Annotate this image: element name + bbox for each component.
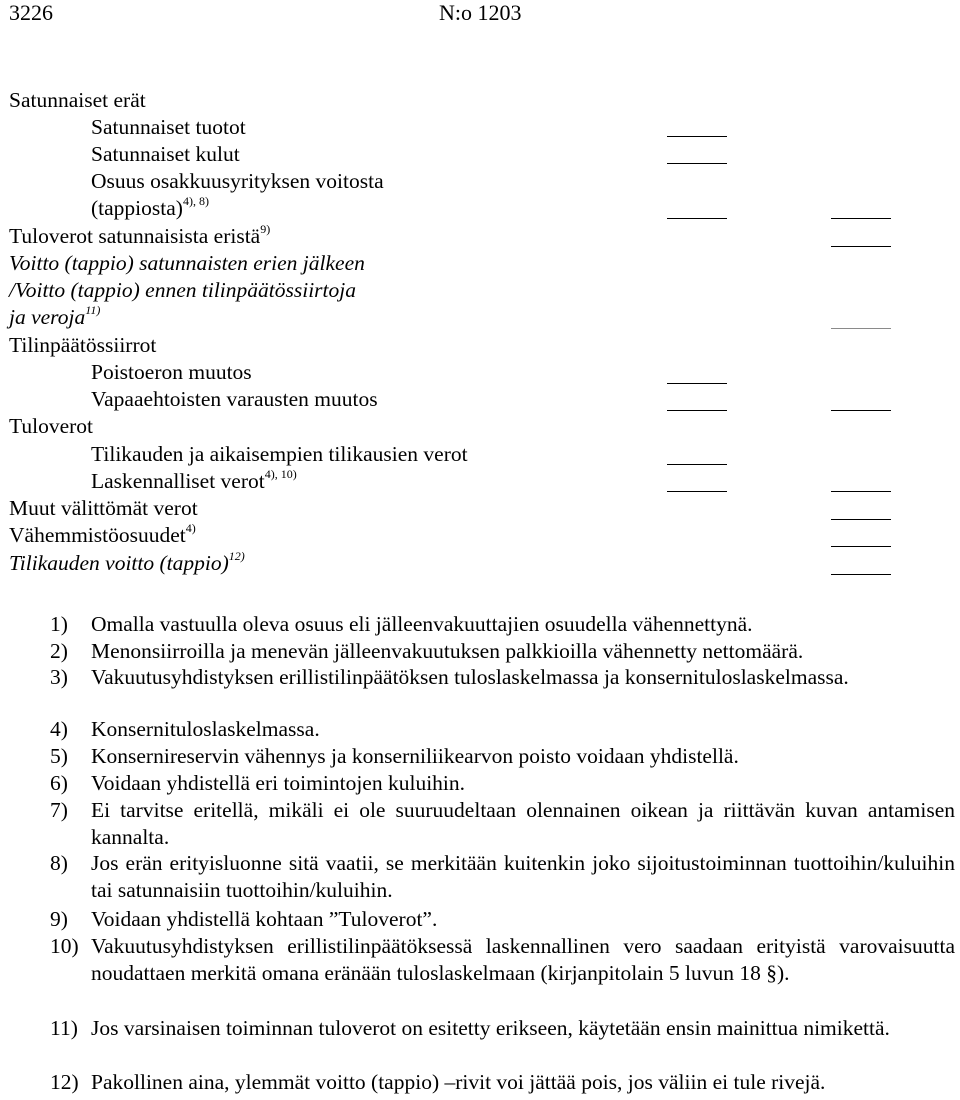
footnote — [50, 716, 955, 743]
line-satunnaiset-kulut: Satunnaiset kulut — [91, 142, 240, 166]
page-number: 3226 — [9, 0, 53, 25]
footnote-text: Voidaan yhdistellä kohtaan ”Tuloverot”. — [91, 907, 438, 931]
footnote — [50, 664, 955, 691]
line-ja-veroja-text: ja veroja — [9, 305, 86, 329]
footnote-number: 3) — [50, 665, 68, 689]
line-tappiosta-text: (tappiosta) — [91, 196, 183, 220]
footnote-text: Vakuutusyhdistyksen erillistilinpäätöksen tuloslaskelmassa ja konsernituloslaskelmassa. — [91, 665, 849, 689]
footnote-text: Menonsiirroilla ja menevän jälleenvakuutuksen palkkioilla vähennetty nettomäärä. — [91, 639, 804, 663]
line-tuloverot-satunnaisista — [9, 223, 270, 249]
line-voitto-satunnaisten-jalkeen: Voitto (tappio) satunnaisten erien jälkeen — [9, 251, 365, 275]
footnote-number: 2) — [50, 639, 68, 663]
footnote-ref: 11) — [85, 302, 101, 317]
footnote — [50, 906, 955, 933]
footnote-text: Voidaan yhdistellä eri toimintojen kuluihin. — [91, 771, 466, 795]
footnote-text: Omalla vastuulla oleva osuus eli jälleenvakuuttajien osuudella vähennettynä. — [91, 612, 753, 636]
line-muut-valittomat-verot: Muut välittömät verot — [9, 496, 198, 520]
footnote-number: 1) — [50, 612, 68, 636]
footnote — [50, 933, 955, 986]
footnote-number: 7) — [50, 798, 68, 822]
line-vapaaehtoisten-varausten: Vapaaehtoisten varausten muutos — [91, 387, 378, 411]
footnote-text: Vakuutusyhdistyksen erillistilinpäätöksessä laskennallinen vero saadaan erityistä varovaisuutta noudattaen merkitä omana eränään tuloslaskelmaan (kirjanpitolain 5 luvun 18 §). — [91, 934, 955, 985]
line-tilinpaatossiirrot: Tilinpäätössiirrot — [9, 333, 157, 357]
amount-rule — [831, 546, 891, 547]
amount-rule — [831, 218, 891, 219]
amount-rule — [667, 136, 727, 137]
footnote-number: 10) — [50, 934, 79, 958]
line-tilikauden-voitto — [9, 550, 245, 576]
amount-rule — [667, 383, 727, 384]
footnote-text: Jos varsinaisen toiminnan tuloverot on esitetty erikseen, käytetään ensin mainittua nimikettä. — [91, 1016, 890, 1040]
amount-rule — [831, 491, 891, 492]
line-laskennalliset-verot-text: Laskennalliset verot — [91, 469, 265, 493]
line-satunnaiset-tuotot: Satunnaiset tuotot — [91, 115, 246, 139]
amount-rule — [831, 328, 891, 329]
footnote-text: Konsernituloslaskelmassa. — [91, 717, 320, 741]
line-tilikauden-verot: Tilikauden ja aikaisempien tilikausien verot — [91, 442, 468, 466]
amount-rule — [831, 410, 891, 411]
amount-rule — [831, 519, 891, 520]
footnote-ref: 12) — [228, 548, 245, 563]
footnote-text: Jos erän erityisluonne sitä vaatii, se merkitään kuitenkin joko sijoitustoiminnan tuottoihin/kuluihin tai satunnaisiin tuottoihin/kuluihin. — [91, 851, 955, 902]
footnote-number: 4) — [50, 717, 68, 741]
footnote — [50, 1015, 955, 1042]
amount-rule — [667, 491, 727, 492]
footnote-number: 11) — [50, 1016, 78, 1040]
footnote-text: Ei tarvitse eritellä, mikäli ei ole suuruudeltaan olennainen oikean ja riittävän kuvan antamisen kannalta. — [91, 798, 955, 849]
amount-rule — [667, 464, 727, 465]
line-vahemmistoosuudet — [9, 522, 196, 548]
footnote — [50, 638, 955, 665]
footnote-ref: 4) — [185, 520, 196, 535]
amount-rule — [667, 163, 727, 164]
footnote — [50, 850, 955, 903]
line-tappiosta — [91, 195, 209, 221]
line-tuloverot: Tuloverot — [9, 414, 94, 438]
amount-rule — [831, 246, 891, 247]
footnote — [50, 743, 955, 770]
footnote-text: Pakollinen aina, ylemmät voitto (tappio) –rivit voi jättää pois, jos väliin ei tule rivejä. — [91, 1070, 826, 1094]
footnote-number: 8) — [50, 851, 68, 875]
footnote-number: 9) — [50, 907, 68, 931]
footnote — [50, 770, 955, 797]
footnote — [50, 611, 955, 638]
footnote — [50, 1069, 955, 1096]
footnote — [50, 797, 955, 850]
footnote-number: 6) — [50, 771, 68, 795]
footnote-ref: 9) — [260, 221, 271, 236]
line-laskennalliset-verot — [91, 468, 297, 494]
footnote-number: 5) — [50, 744, 68, 768]
line-voitto-ennen-siirtoja: /Voitto (tappio) ennen tilinpäätössiirtoja — [9, 278, 356, 302]
document-number: N:o 1203 — [439, 0, 522, 25]
line-tilikauden-voitto-text: Tilikauden voitto (tappio) — [9, 551, 229, 575]
footnote-number: 12) — [50, 1070, 79, 1094]
line-ja-veroja — [9, 304, 100, 330]
amount-rule — [831, 574, 891, 575]
amount-rule — [667, 218, 727, 219]
line-osuus-osakkuus: Osuus osakkuusyrityksen voitosta — [91, 169, 384, 193]
line-tuloverot-satunnaisista-text: Tuloverot satunnaisista eristä — [9, 224, 261, 248]
footnote-ref: 4), 10) — [264, 466, 297, 481]
line-vahemmistoosuudet-text: Vähemmistöosuudet — [9, 523, 186, 547]
line-satunnaiset-erat: Satunnaiset erät — [9, 88, 146, 112]
footnote-ref: 4), 8) — [182, 193, 209, 208]
amount-rule — [667, 410, 727, 411]
line-poistoeron-muutos: Poistoeron muutos — [91, 360, 252, 384]
footnote-text: Konsernireservin vähennys ja konserniliikearvon poisto voidaan yhdistellä. — [91, 744, 739, 768]
